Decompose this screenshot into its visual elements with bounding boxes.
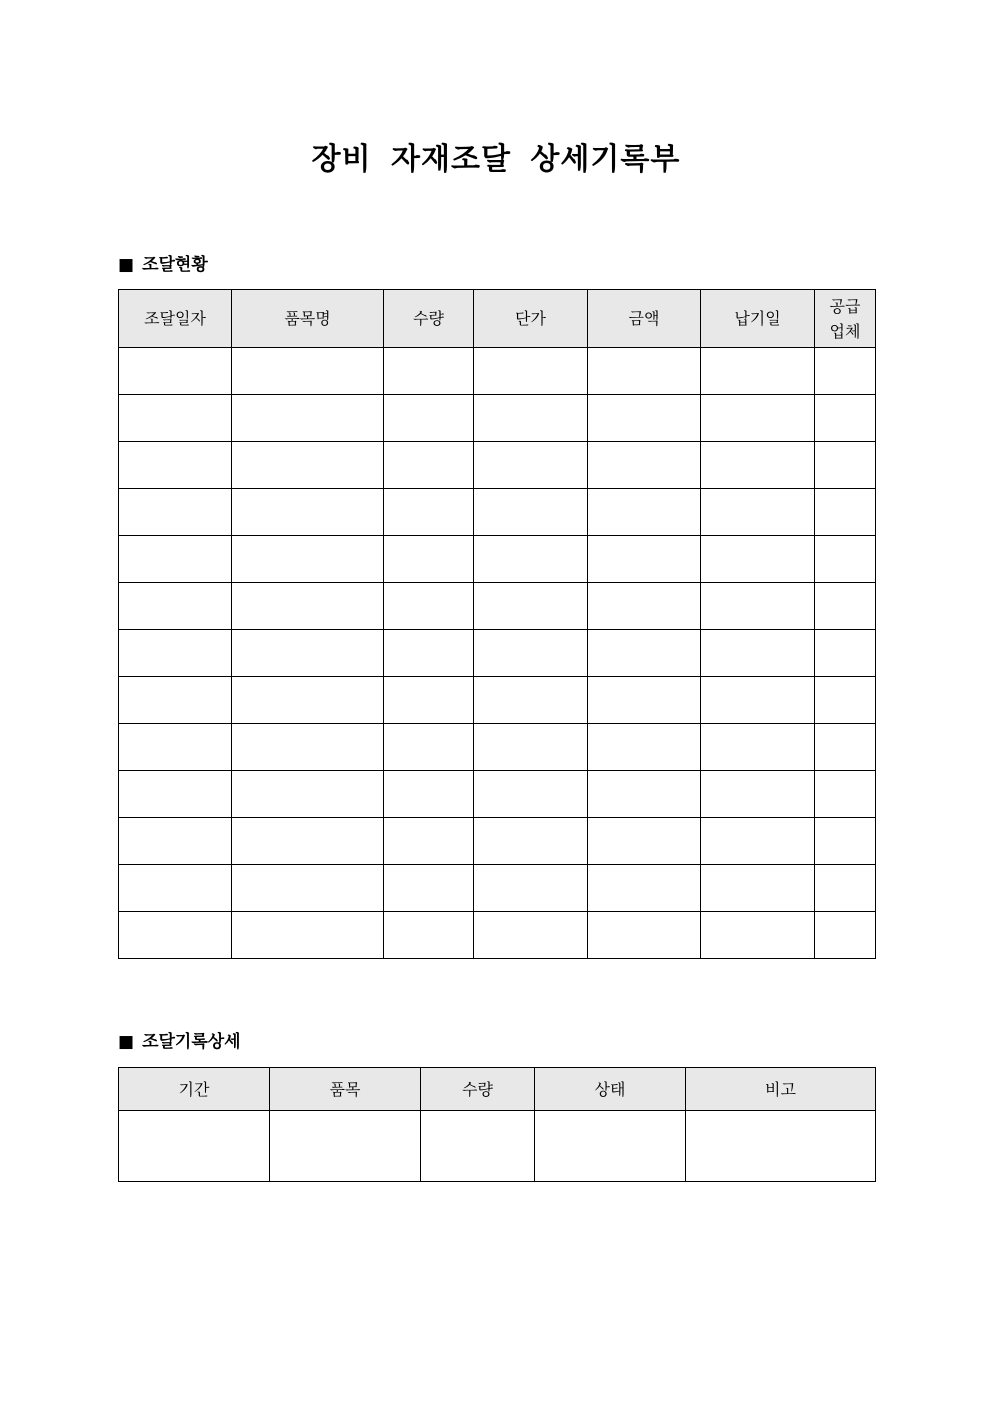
section-heading-procurement-detail [118, 1031, 241, 1053]
table-cell[interactable] [384, 865, 474, 912]
table-cell[interactable] [119, 630, 232, 677]
table-cell[interactable] [384, 489, 474, 536]
table-cell[interactable] [119, 724, 232, 771]
table-row [119, 395, 876, 442]
table-cell[interactable] [701, 865, 815, 912]
table-cell[interactable] [232, 677, 384, 724]
column-header-supplier-line1: 공급 [829, 296, 861, 316]
table-cell[interactable] [119, 583, 232, 630]
table-header-row [119, 290, 876, 348]
table-cell[interactable] [474, 724, 588, 771]
section-heading-label: 조달기록상세 [142, 1032, 241, 1052]
column-header-procurement-date: 조달일자 [119, 290, 232, 348]
table-cell[interactable] [588, 536, 701, 583]
table-cell[interactable] [701, 818, 815, 865]
table-cell[interactable] [384, 536, 474, 583]
table-cell[interactable] [232, 818, 384, 865]
table-cell[interactable] [384, 677, 474, 724]
table-cell[interactable] [588, 724, 701, 771]
table-cell[interactable] [421, 1111, 535, 1182]
table-cell[interactable] [232, 489, 384, 536]
column-header-status: 상태 [535, 1068, 686, 1111]
table-cell[interactable] [815, 489, 876, 536]
document-title: 장비 자재조달 상세기록부 [311, 142, 681, 177]
table-cell[interactable] [701, 771, 815, 818]
table-row [119, 771, 876, 818]
column-header-supplier [815, 290, 876, 348]
table-cell[interactable] [588, 348, 701, 395]
table-cell[interactable] [384, 818, 474, 865]
table-cell[interactable] [815, 818, 876, 865]
table-row [119, 630, 876, 677]
column-header-quantity: 수량 [421, 1068, 535, 1111]
table-row [119, 724, 876, 771]
table-cell[interactable] [232, 724, 384, 771]
section-heading-label: 조달현황 [142, 255, 208, 275]
table-header-row [119, 1068, 876, 1111]
table-row [119, 912, 876, 959]
table-cell[interactable] [815, 536, 876, 583]
table-cell[interactable] [474, 583, 588, 630]
table-cell[interactable] [384, 630, 474, 677]
table-cell[interactable] [119, 912, 232, 959]
table-cell[interactable] [474, 771, 588, 818]
table-cell[interactable] [588, 395, 701, 442]
table-row [119, 348, 876, 395]
table-cell[interactable] [701, 677, 815, 724]
table-cell[interactable] [232, 583, 384, 630]
table-cell[interactable] [119, 395, 232, 442]
table-row [119, 1111, 876, 1182]
table-cell[interactable] [384, 395, 474, 442]
column-header-delivery-date: 납기일 [701, 290, 815, 348]
table-cell[interactable] [815, 771, 876, 818]
table-cell[interactable] [588, 442, 701, 489]
table-cell[interactable] [232, 630, 384, 677]
table-cell[interactable] [232, 442, 384, 489]
table-cell[interactable] [815, 724, 876, 771]
table-cell[interactable] [119, 771, 232, 818]
column-header-period: 기간 [119, 1068, 270, 1111]
table-cell[interactable] [701, 489, 815, 536]
table-row [119, 442, 876, 489]
table-cell[interactable] [270, 1111, 421, 1182]
table-cell[interactable] [815, 348, 876, 395]
table-cell[interactable] [384, 724, 474, 771]
table-cell[interactable] [119, 677, 232, 724]
table-row [119, 583, 876, 630]
table-cell[interactable] [588, 912, 701, 959]
column-header-remarks: 비고 [686, 1068, 876, 1111]
table-cell[interactable] [815, 583, 876, 630]
column-header-item: 품목 [270, 1068, 421, 1111]
table-cell[interactable] [588, 677, 701, 724]
table-cell[interactable] [815, 442, 876, 489]
table-cell[interactable] [474, 395, 588, 442]
table-cell[interactable] [474, 865, 588, 912]
table-cell[interactable] [588, 865, 701, 912]
column-header-quantity: 수량 [384, 290, 474, 348]
table-cell[interactable] [119, 818, 232, 865]
table-cell[interactable] [474, 489, 588, 536]
table-cell[interactable] [701, 395, 815, 442]
table-cell[interactable] [384, 583, 474, 630]
table-row [119, 818, 876, 865]
table-cell[interactable] [232, 536, 384, 583]
table-cell[interactable] [384, 442, 474, 489]
table-cell[interactable] [588, 771, 701, 818]
table-cell[interactable] [232, 912, 384, 959]
table-cell[interactable] [474, 677, 588, 724]
section-heading-procurement-status [118, 254, 208, 276]
table-cell[interactable] [535, 1111, 686, 1182]
table-cell[interactable] [384, 348, 474, 395]
column-header-unit-price: 단가 [474, 290, 588, 348]
table-cell[interactable] [588, 583, 701, 630]
table-cell[interactable] [119, 536, 232, 583]
table-cell[interactable] [474, 818, 588, 865]
table-cell[interactable] [701, 348, 815, 395]
table-cell[interactable] [474, 348, 588, 395]
column-header-supplier-line2: 업체 [829, 321, 861, 341]
table-row [119, 677, 876, 724]
table-cell[interactable] [701, 583, 815, 630]
table-cell[interactable] [474, 442, 588, 489]
table-cell[interactable] [232, 865, 384, 912]
table-cell[interactable] [384, 912, 474, 959]
table-cell[interactable] [701, 442, 815, 489]
table-cell[interactable] [815, 865, 876, 912]
table-row [119, 865, 876, 912]
table-cell[interactable] [588, 630, 701, 677]
table-cell[interactable] [384, 771, 474, 818]
table-cell[interactable] [815, 912, 876, 959]
table-cell[interactable] [474, 912, 588, 959]
table-cell[interactable] [119, 865, 232, 912]
table-cell[interactable] [119, 442, 232, 489]
table-cell[interactable] [701, 536, 815, 583]
table-cell[interactable] [588, 489, 701, 536]
table-cell[interactable] [701, 724, 815, 771]
table-cell[interactable] [119, 1111, 270, 1182]
table-cell[interactable] [815, 395, 876, 442]
table-cell[interactable] [701, 630, 815, 677]
square-bullet-icon: ■ [118, 255, 135, 275]
procurement-detail-table [118, 1067, 876, 1182]
table-cell[interactable] [474, 536, 588, 583]
table-cell[interactable] [686, 1111, 876, 1182]
column-header-item-name: 품목명 [232, 290, 384, 348]
table-cell[interactable] [588, 818, 701, 865]
table-row [119, 536, 876, 583]
table-cell[interactable] [119, 489, 232, 536]
table-cell[interactable] [232, 348, 384, 395]
table-cell[interactable] [232, 771, 384, 818]
table-cell[interactable] [815, 630, 876, 677]
procurement-status-table [118, 289, 876, 959]
table-cell[interactable] [232, 395, 384, 442]
column-header-amount: 금액 [588, 290, 701, 348]
table-cell[interactable] [474, 630, 588, 677]
table-cell[interactable] [815, 677, 876, 724]
table-cell[interactable] [119, 348, 232, 395]
table-row [119, 489, 876, 536]
table-cell[interactable] [701, 912, 815, 959]
square-bullet-icon: ■ [118, 1032, 135, 1052]
